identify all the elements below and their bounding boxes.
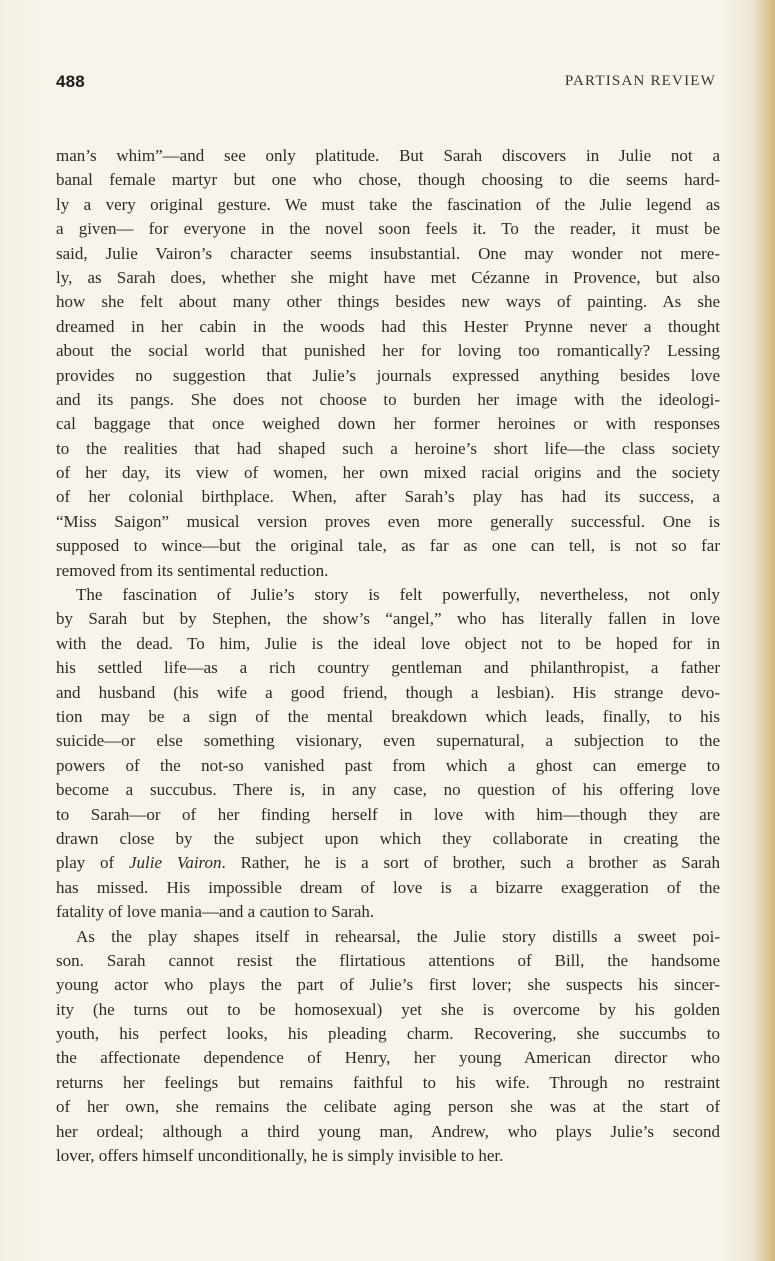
text-line: suicide—or else something visionary, even supernatural, a subjection to the <box>56 731 720 751</box>
text-line: of her day, its view of women, her own mixed racial origins and the society <box>56 463 720 483</box>
text-line: provides no suggestion that Julie’s journals expressed anything besides love <box>56 365 720 385</box>
text-line: lover, offers himself unconditionally, he is simply invisible to her. <box>56 1146 504 1166</box>
text-line: how she felt about many other things besides new ways of painting. As she <box>56 292 720 312</box>
text-line: to the realities that had shaped such a heroine’s short life—the class society <box>56 438 720 458</box>
text-line: about the social world that punished her for loving too romantically? Lessing <box>56 341 720 361</box>
text-line: has missed. His impossible dream of love is a bizarre exaggeration of the <box>56 877 720 897</box>
text-line: The fascination of Julie’s story is felt powerfully, nevertheless, not only <box>76 585 720 605</box>
text-line: to Sarah—or of her finding herself in love with him—though they are <box>56 804 720 824</box>
text-line: said, Julie Vairon’s character seems insubstantial. One may wonder not mere- <box>56 243 720 263</box>
text-line: a given— for everyone in the novel soon feels it. To the reader, it must be <box>56 219 720 239</box>
text-segment: play of <box>56 853 129 873</box>
text-line: of her colonial birthplace. When, after Sarah’s play has had its success, a <box>56 487 720 507</box>
text-segment: . Rather, he is a sort of brother, such a brother as Sarah <box>221 853 720 873</box>
text-line: by Sarah but by Stephen, the show’s “angel,” who has literally fallen in love <box>56 609 720 629</box>
text-line: As the play shapes itself in rehearsal, the Julie story distills a sweet poi- <box>76 926 720 946</box>
text-line: ity (he turns out to be homosexual) yet she is overcome by his golden <box>56 999 720 1019</box>
text-line: the affectionate dependence of Henry, her young American director who <box>56 1048 720 1068</box>
paragraph-3 <box>56 925 720 1169</box>
text-line: fatality of love mania—and a caution to Sarah. <box>56 902 375 922</box>
text-line: young actor who plays the part of Julie’s first lover; she suspects his sincer- <box>56 975 720 995</box>
text-line: and husband (his wife a good friend, though a lesbian). His strange devo- <box>56 682 720 702</box>
text-line: of her own, she remains the celibate aging person she was at the start of <box>56 1097 720 1117</box>
text-line: dreamed in her cabin in the woods had this Hester Prynne never a thought <box>56 316 720 336</box>
page-number: 488 <box>56 72 85 91</box>
text-line: tion may be a sign of the mental breakdown which leads, finally, to his <box>56 706 720 726</box>
text-line: drawn close by the subject upon which they collaborate in creating the <box>56 828 720 848</box>
text-line: cal baggage that once weighed down her former heroines or with responses <box>56 414 720 434</box>
paragraph-1 <box>56 144 720 583</box>
text-line: supposed to wince—but the original tale, as far as one can tell, is not so far <box>56 536 720 556</box>
text-line: powers of the not-so vanished past from which a ghost can emerge to <box>56 755 720 775</box>
running-head: PARTISAN REVIEW <box>564 73 716 89</box>
text-line: with the dead. To him, Julie is the ideal love object not to be hoped for in <box>56 633 720 653</box>
text-line: youth, his perfect looks, his pleading charm. Recovering, she succumbs to <box>56 1024 720 1044</box>
page-header <box>56 72 716 96</box>
text-line: man’s whim”—and see only platitude. But Sarah discovers in Julie not a <box>56 146 720 165</box>
text-line: “Miss Saigon” musical version proves even more generally successful. One is <box>56 511 720 531</box>
text-line: and its pangs. She does not choose to burden her image with the ideologi- <box>56 389 720 409</box>
text-line: ly, as Sarah does, whether she might have met Cézanne in Provence, but also <box>56 267 720 287</box>
text-line: her ordeal; although a third young man, Andrew, who plays Julie’s second <box>56 1121 720 1141</box>
text-line-with-title <box>56 851 720 875</box>
text-line: ly a very original gesture. We must take the fascination of the Julie legend as <box>56 194 720 214</box>
body-text <box>56 144 720 1168</box>
page-binding-shadow <box>753 0 775 1261</box>
play-title: Julie Vairon <box>129 853 222 873</box>
text-line: son. Sarah cannot resist the flirtatious attentions of Bill, the handsome <box>56 950 720 970</box>
text-line: his settled life—as a rich country gentleman and philanthropist, a father <box>56 658 720 678</box>
text-line: banal female martyr but one who chose, though choosing to die seems hard- <box>56 170 720 190</box>
paragraph-2 <box>56 583 720 924</box>
text-line: become a succubus. There is, in any case, no question of his offering love <box>56 780 720 800</box>
text-line: removed from its sentimental reduction. <box>56 560 329 580</box>
text-line: returns her feelings but remains faithful to his wife. Through no restraint <box>56 1072 720 1092</box>
